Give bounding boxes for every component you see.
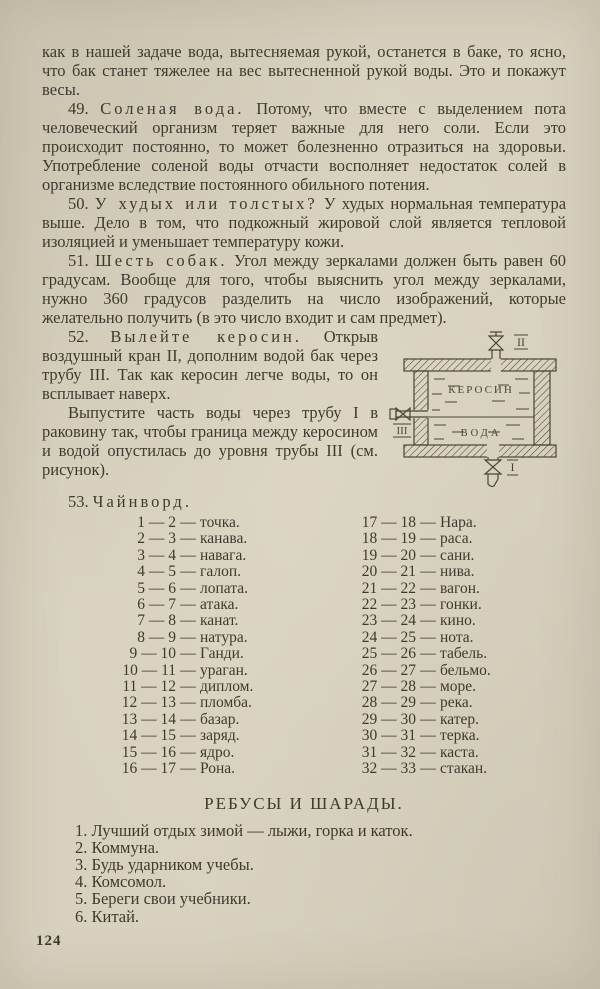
rebus-item: 5. Береги свои учебники. [75,889,251,909]
paragraph-51-title: Шесть собак. [95,251,228,270]
chainword-pair: 4 — 5 [137,563,176,581]
dash-separator: — [420,743,436,761]
chainword-entry [94,630,334,646]
dash-separator: — [180,760,196,778]
paragraph-52-body: Открыв воздушный кран II, дополним водой бак через трубу III. Так как керосин легче воды, то он всплывает наверх. [42,327,379,403]
chainword-pair: 9 — 10 [129,645,176,663]
dash-separator: — [180,678,196,696]
chainword-word: атака. [200,596,239,614]
chainword-word: кино. [440,612,476,630]
chainword-pair: 13 — 14 [121,710,176,728]
paragraph-52-continuation: Выпустите часть воды через трубу I в раковину так, чтобы граница между керосином и водой опустилась до уровня трубы III (см. рисунок). [42,403,378,479]
chainword-pair: 29 — 30 [361,710,416,728]
chainword-word: море. [440,678,477,696]
dash-separator: — [420,694,436,712]
kerosene-section [42,327,566,491]
chainword-entry [94,597,334,613]
chainword-word: канат. [200,612,239,630]
dash-separator: — [420,579,436,597]
rebus-list [42,822,566,925]
chainword-word: бельмо. [440,661,491,679]
chainword-number: 53. [68,492,89,511]
valve-bottom-label: I [510,460,515,474]
dash-separator: — [180,596,196,614]
chainword-pair: 28 — 29 [361,694,416,712]
rebus-item: 1. Лучший отдых зимой — лыжи, горка и каток. [75,820,413,840]
chainword-word: Рона. [200,760,236,778]
chainword-word: натура. [200,628,248,646]
page-number: 124 [36,932,62,949]
dash-separator: — [420,546,436,564]
paragraph-49-title: Соленая вода. [100,99,245,118]
dash-separator: — [180,661,196,679]
rebus-item: 3. Будь ударником учебы. [75,854,254,874]
dash-separator: — [420,596,436,614]
tank-diagram [388,329,566,489]
chainword-entry [334,712,564,728]
chainword-entry [94,745,334,761]
paragraph-51-number: 51. [68,251,89,270]
chainword-entry [334,613,564,629]
chainword-word: базар. [200,710,240,728]
dash-separator: — [420,514,436,531]
paragraph-49 [42,99,566,194]
chainword-entry [334,663,564,679]
chainword-pair: 19 — 20 [361,546,416,564]
tank-diagram-figure [388,329,566,489]
paragraph-52-title: Вылейте керосин. [110,327,303,346]
chainword-entry [94,548,334,564]
chainword-word: заряд. [200,727,240,745]
chainword-pair: 5 — 6 [137,579,176,597]
chainword-entry [94,695,334,711]
paragraph-49-body: Потому, что вместе с выделением пота человеческий организм теряет важные для него соли. Если это происходит постоянно, то может болезненно отразиться на здоровьи. Употребление соленой воды отчасти восполняет недостаток солей в организме вследствие постоянного обильного потения. [42,99,567,194]
chainword-entry [334,646,564,662]
paragraph-intro: как в нашей задаче вода, вытесняемая рукой, останется в баке, то ясно, что бак станет тяжелее на вес вытесненной рукой воды. Это и покажут весы. [42,42,566,99]
chainword-word: лопата. [200,579,248,597]
chainword-pair: 27 — 28 [361,678,416,696]
paragraph-52-number: 52. [68,327,89,346]
chainword-word: навага. [200,546,247,564]
valve-bottom [485,457,501,486]
dash-separator: — [420,710,436,728]
chainword-pair: 11 — 12 [122,678,176,696]
rebus-item: 6. Китай. [75,906,140,926]
chainword-pair: 26 — 27 [361,661,416,679]
valve-top-roman-label [514,335,528,349]
rebus-item: 4. Комсомол. [75,872,167,892]
chainword-entry [94,564,334,580]
chainword-word: нота. [440,628,474,646]
dash-separator: — [180,743,196,761]
chainword-word: Нара. [440,514,477,531]
chainword-entry [94,761,334,777]
dash-separator: — [420,645,436,663]
chainword-word: ураган. [200,661,248,679]
chainword-entry [334,728,564,744]
chainword-pair: 17 — 18 [361,514,416,531]
dash-separator: — [420,727,436,745]
valve-top [489,332,503,359]
chainword-entry [94,531,334,547]
chainword-word: катер. [440,710,480,728]
chainword-pair: 32 — 33 [361,760,416,778]
dash-separator: — [180,727,196,745]
dash-separator: — [180,530,196,548]
chainword-pair: 24 — 25 [361,628,416,646]
chainword-column-left [94,515,334,778]
chainword-entry [334,548,564,564]
dash-separator: — [420,612,436,630]
tank-top-slab [404,359,556,371]
paragraph-50-body: У худых нормальная температура выше. Дело в том, что подкожный жировой слой является тепловой изоляцией и уменьшает температуру кожи. [42,194,567,251]
chainword-word: табель. [440,645,488,663]
chainword-word: Ганди. [200,645,244,663]
valve-left-label: III [396,425,408,437]
water-label: ВОДА [460,428,502,439]
chainword-pair: 2 — 3 [137,530,176,548]
chainword-pair: 22 — 23 [361,596,416,614]
dash-separator: — [180,514,196,531]
dash-separator: — [180,579,196,597]
rebus-section-title: РЕБУСЫ И ШАРАДЫ. [204,793,404,813]
chainword-word: диплом. [200,678,254,696]
chainword-word: галоп. [200,563,242,581]
dash-separator: — [180,612,196,630]
chainword-pair: 8 — 9 [137,628,176,646]
chainword-pair: 30 — 31 [361,727,416,745]
chainword-word: стакан. [440,760,488,778]
chainword-column-right [334,515,564,778]
chainword-entry [334,564,564,580]
chainword-pair: 10 — 11 [122,661,176,679]
dash-separator: — [180,645,196,663]
chainword-entry [94,663,334,679]
chainword-pair: 16 — 17 [121,760,176,778]
chainword-entry [334,679,564,695]
chainword-title: Чайнворд. [92,492,192,511]
paragraph-50-title: У худых или толстых? [94,194,318,213]
dash-separator: — [420,563,436,581]
chainword-entry [94,581,334,597]
chainword-pair: 12 — 13 [121,694,176,712]
dash-separator: — [420,678,436,696]
kerosene-label: КЕРОСИН [448,384,514,396]
chainword-pair: 15 — 16 [121,743,176,761]
dash-separator: — [420,628,436,646]
chainword-word: нива. [440,563,475,581]
chainword-entry [334,745,564,761]
chainword-word: гонки. [440,596,482,614]
chainword-word: ядро. [200,743,235,761]
rebus-item: 2. Коммуна. [75,837,160,857]
chainword-word: канава. [200,530,248,548]
paragraph-50-number: 50. [68,194,89,213]
chainword-pair: 23 — 24 [361,612,416,630]
chainword-entry [334,581,564,597]
dash-separator: — [180,563,196,581]
tank-right-wall [534,371,550,445]
dash-separator: — [180,694,196,712]
chainword-entry [334,630,564,646]
chainword-pair: 1 — 2 [137,514,176,531]
chainword-word: терка. [440,727,480,745]
chainword-list [42,515,566,778]
chainword-heading [42,492,566,511]
valve-left-roman-label [393,424,411,437]
paragraph-50 [42,194,566,251]
dash-separator: — [180,710,196,728]
chainword-word: точка. [200,514,240,531]
chainword-pair: 21 — 22 [361,579,416,597]
chainword-entry [94,728,334,744]
dash-separator: — [420,530,436,548]
valve-top-label: II [517,335,525,349]
valve-bottom-roman-label [507,460,518,475]
chainword-word: раса. [440,530,473,548]
chainword-entry [334,531,564,547]
chainword-word: сани. [440,546,475,564]
chainword-pair: 18 — 19 [361,530,416,548]
dash-separator: — [420,760,436,778]
dash-separator: — [420,661,436,679]
tank-left-wall [414,371,428,445]
chainword-pair: 25 — 26 [361,645,416,663]
chainword-entry [334,695,564,711]
tank-bottom-slab [404,445,556,457]
chainword-entry [94,679,334,695]
chainword-pair: 6 — 7 [137,596,176,614]
chainword-entry [94,613,334,629]
paragraph-51-body: Угол между зеркалами должен быть равен 60 градусам. Вообще для того, чтобы выяснить угол между зеркалами, нужно 360 градусов разделить на число изображений, которые желательно получить (в это число входит и сам предмет). [42,251,567,327]
chainword-word: пломба. [200,694,252,712]
chainword-word: каста. [440,743,479,761]
paragraph-49-number: 49. [68,99,89,118]
chainword-entry [94,646,334,662]
dash-separator: — [180,546,196,564]
chainword-entry [94,712,334,728]
chainword-entry [334,597,564,613]
chainword-pair: 31 — 32 [361,743,416,761]
chainword-entry [94,515,334,531]
dash-separator: — [180,628,196,646]
chainword-pair: 20 — 21 [361,563,416,581]
chainword-pair: 3 — 4 [137,546,176,564]
chainword-entry [334,761,564,777]
chainword-entry [334,515,564,531]
chainword-pair: 14 — 15 [121,727,176,745]
chainword-word: вагон. [440,579,480,597]
chainword-pair: 7 — 8 [137,612,176,630]
chainword-word: река. [440,694,473,712]
paragraph-51 [42,251,566,327]
